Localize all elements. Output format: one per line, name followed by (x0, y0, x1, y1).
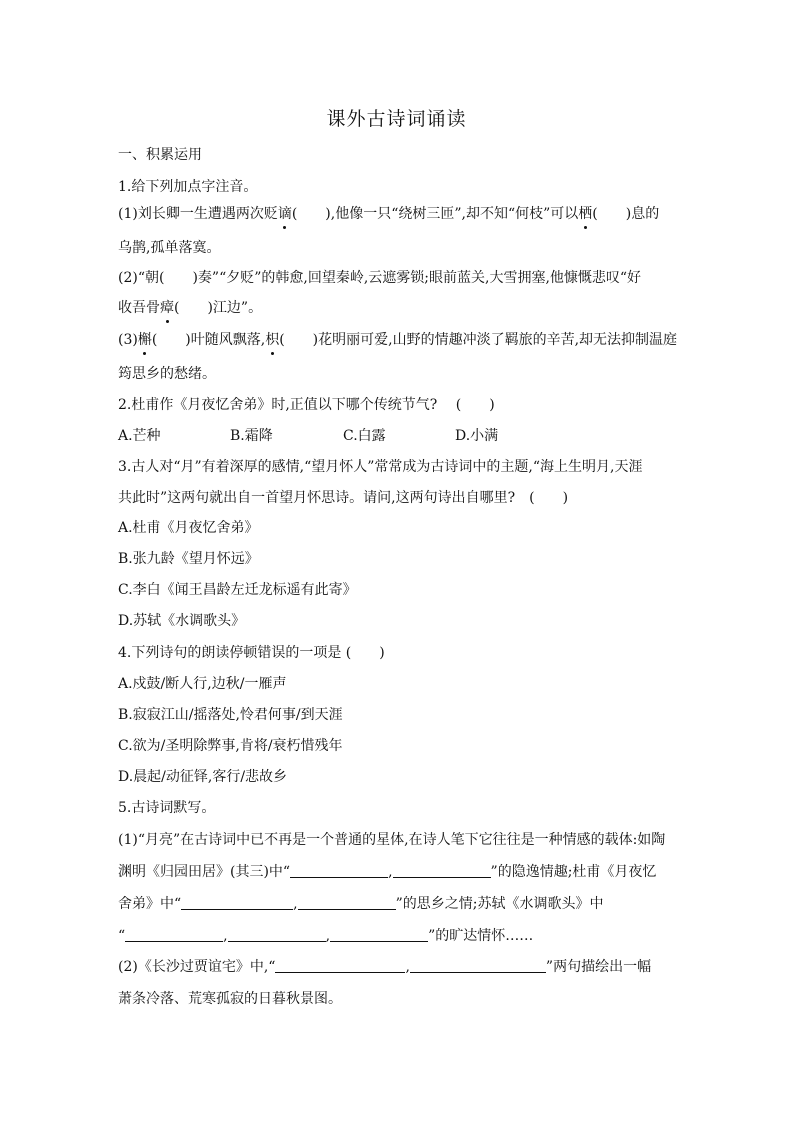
q1-stem: 1.给下列加点字注音。 (118, 179, 258, 195)
q5-p2-line1: (2)《长沙过贾谊宅》中,“ , ”两句描绘出一幅 (118, 959, 652, 975)
q5-p1-line2: 渊明《归园田居》(其三)中“ , ”的隐逸情趣;杜甫《月夜忆 (118, 864, 657, 880)
answer-blank[interactable] (181, 894, 293, 910)
q2-option-d: D.小满 (455, 428, 499, 444)
q5-stem: 5.古诗词默写。 (118, 800, 216, 816)
q3-option-c: C.李白《闻王昌龄左迁龙标遥有此寄》 (118, 582, 357, 598)
q1-s3-line2: 筠思乡的愁绪。 (118, 366, 216, 382)
q3-stem-line1: 3.古人对“月”有着深厚的感情,“望月怀人”常常成为古诗词中的主题,“海上生明月,天涯 (118, 459, 643, 475)
q5-p1-line1: (1)“月亮”在古诗词中已不再是一个普通的星体,在诗人笔下它往往是一种情感的载体:如陶 (118, 832, 666, 848)
q4-option-a: A.戍鼓/断人行,边秋/一雁声 (118, 676, 287, 692)
q4-option-c: C.欲为/圣明除弊事,肯将/衰朽惜残年 (118, 738, 343, 754)
answer-blank[interactable] (410, 957, 546, 973)
answer-blank[interactable] (125, 926, 223, 942)
answer-blank[interactable] (290, 862, 388, 878)
answer-blank[interactable] (393, 862, 491, 878)
q2-option-a: A.芒种 (118, 428, 161, 444)
section-heading: 一、积累运用 (118, 147, 202, 163)
q4-stem: 4.下列诗句的朗读停顿错误的一项是 ( ) (118, 645, 385, 661)
q2-option-c: C.白露 (343, 428, 386, 444)
q2-option-b: B.霜降 (230, 428, 273, 444)
q3-option-a: A.杜甫《月夜忆舍弟》 (118, 520, 259, 536)
q3-option-b: B.张九龄《望月怀远》 (118, 551, 259, 567)
q3-option-d: D.苏轼《水调歌头》 (118, 613, 246, 629)
answer-blank[interactable] (298, 894, 396, 910)
q5-p2-line2: 萧条冷落、荒寒孤寂的日暮秋景图。 (118, 991, 342, 1007)
q3-stem-line2: 共此时”这两句就出自一首望月怀思诗。请问,这两句诗出自哪里? ( ) (118, 490, 569, 506)
answer-blank[interactable] (228, 926, 326, 942)
answer-blank[interactable] (275, 957, 405, 973)
q1-s3-line1: (3)槲( )叶随风飘落,枳( )花明丽可爱,山野的情趣冲淡了羁旅的辛苦,却无法抑制温庭 (118, 332, 678, 348)
q4-option-d: D.晨起/动征铎,客行/悲故乡 (118, 769, 288, 785)
answer-blank[interactable] (330, 926, 428, 942)
q4-option-b: B.寂寂江山/摇落处,怜君何事/到天涯 (118, 707, 343, 723)
q2-stem: 2.杜甫作《月夜忆舍弟》时,正值以下哪个传统节气? ( ) (118, 397, 495, 413)
q1-s1-line1: (1)刘长卿一生遭遇两次贬谪( ),他像一只“绕树三匝”,却不知“何枝”可以栖( )息的 (118, 206, 660, 222)
page-title: 课外古诗词诵读 (326, 108, 467, 130)
q1-s1-line2: 乌鹊,孤单落寞。 (118, 240, 221, 256)
q5-p1-line3: 舍弟》中“ , ”的思乡之情;苏轼《水调歌头》中 (118, 896, 604, 912)
q1-s2-line2: 收吾骨瘴( )江边”。 (118, 300, 263, 316)
q1-s2-line1: (2)“朝( )奏”“夕贬”的韩愈,回望秦岭,云遮雾锁;眼前蓝关,大雪拥塞,他慷慨悲叹“好 (118, 270, 642, 286)
q5-p1-line4: “ , , ”的旷达情怀…… (118, 928, 534, 944)
